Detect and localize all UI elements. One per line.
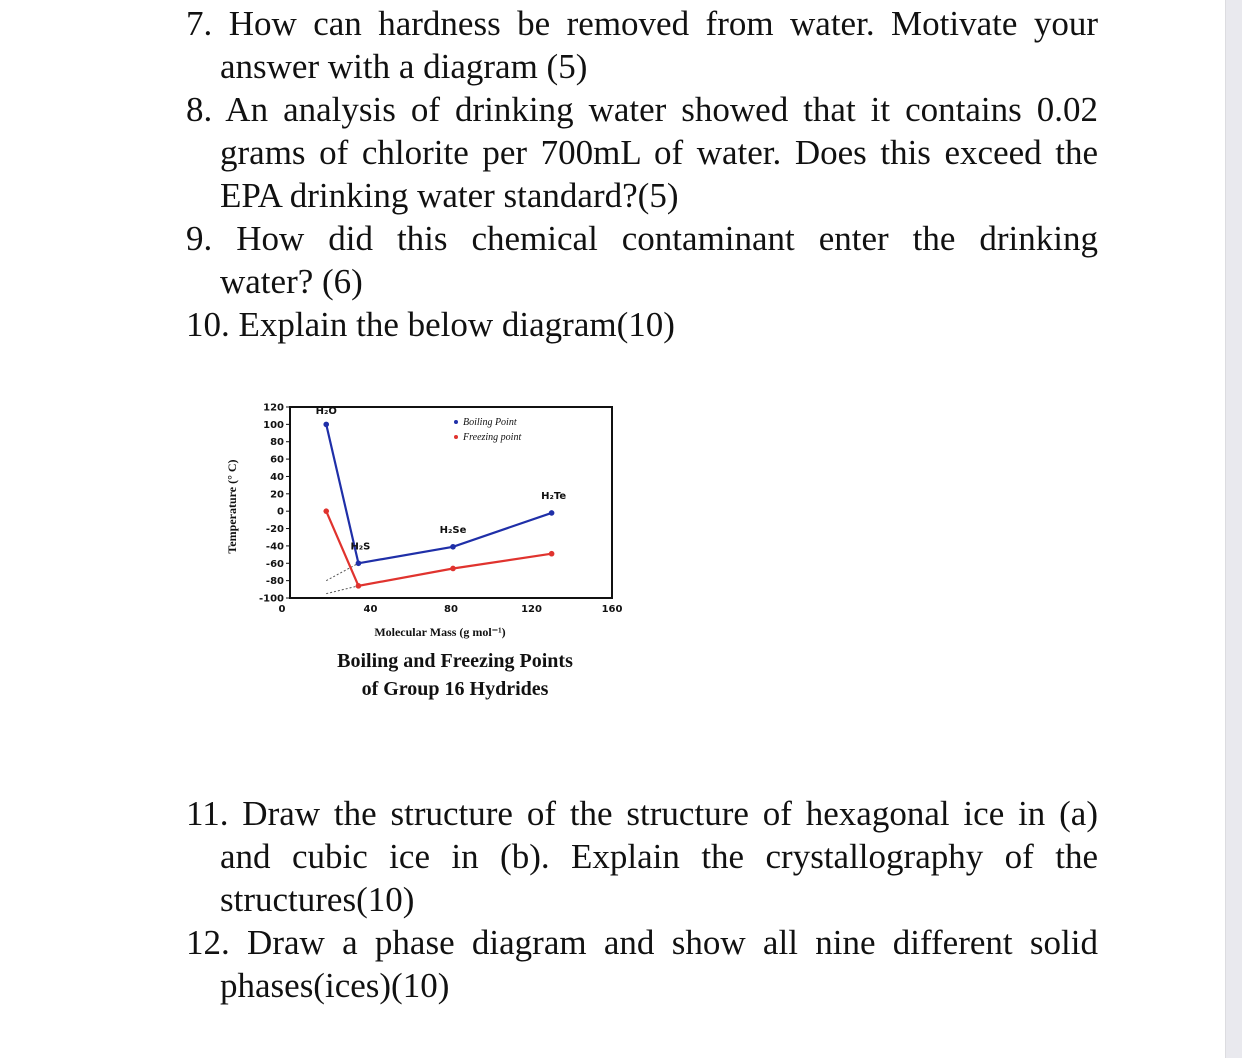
question-12-line-2: phases(ices)(10) [220,966,450,1005]
data-point [323,508,329,514]
question-7-line-2: answer with a diagram (5) [220,47,588,86]
y-tick-label: 40 [270,471,284,483]
question-7 [186,2,1098,88]
data-point [450,566,456,572]
question-12-line-1: 12. Draw a phase diagram and show all nine different solid [186,923,1098,962]
y-tick-label: -20 [265,524,284,536]
x-axis-title: Molecular Mass (g mol⁻¹) [374,625,506,639]
data-point [450,544,456,550]
y-tick-label: 0 [277,506,284,518]
figure-caption-line-1: Boiling and Freezing Points [337,650,573,672]
y-tick-label: -100 [258,593,284,605]
x-tick-label: 0 [278,604,286,615]
chart-svg [220,395,640,639]
molecule-label: H₂S [350,541,371,553]
data-point [549,551,555,557]
freezing-extrapolation-line [326,586,358,594]
question-10-line-1: 10. Explain the below diagram(10) [186,305,675,344]
figure-caption [300,647,610,703]
question-10 [186,303,1098,346]
question-11-line-2: and cubic ice in (b). Explain the crystallography of the [220,837,1098,876]
question-9-line-1: 9. How did this chemical contaminant enter the drinking [186,219,1098,258]
molecule-label: H₂Se [439,524,467,536]
question-8-line-1: 8. An analysis of drinking water showed that it contains 0.02 [186,90,1098,129]
question-9-line-2: water? (6) [220,262,363,301]
x-tick-label: 120 [521,604,542,615]
data-point [356,560,362,566]
y-tick-label: 120 [263,402,284,414]
data-point [549,510,555,516]
molecule-label: H₂Te [541,490,567,502]
data-point [323,422,329,428]
y-tick-label: -60 [265,558,284,570]
question-11 [186,792,1098,921]
y-tick-label: 20 [270,489,284,501]
question-8-line-2: grams of chlorite per 700mL of water. Does this exceed the [220,133,1098,172]
x-tick-label: 80 [444,604,458,615]
question-11-line-1: 11. Draw the structure of the structure of hexagonal ice in (a) [186,794,1098,833]
question-12 [186,921,1098,1007]
question-7-line-1: 7. How can hardness be removed from water. Motivate your [186,4,1098,43]
x-tick-label: 160 [601,604,623,615]
y-tick-label: -40 [265,541,284,553]
molecule-label: H₂O [315,406,337,417]
y-tick-label: -80 [265,576,284,588]
legend-label: Freezing point [463,432,522,443]
question-8-line-3: EPA drinking water standard?(5) [220,176,679,215]
vertical-scrollbar[interactable] [1225,0,1242,1058]
y-axis-title: Temperature (° C) [225,459,239,554]
figure-caption-line-2: of Group 16 Hydrides [361,678,549,700]
data-point [356,583,362,589]
legend-marker [454,420,458,424]
legend-label: Boiling Point [463,417,517,428]
question-9 [186,217,1098,303]
legend-marker [454,435,458,439]
question-11-line-3: structures(10) [220,880,415,919]
y-tick-label: 100 [263,419,284,431]
y-tick-label: 60 [270,454,284,466]
y-tick-label: 80 [270,437,284,449]
x-tick-label: 40 [363,604,378,615]
question-8 [186,88,1098,217]
